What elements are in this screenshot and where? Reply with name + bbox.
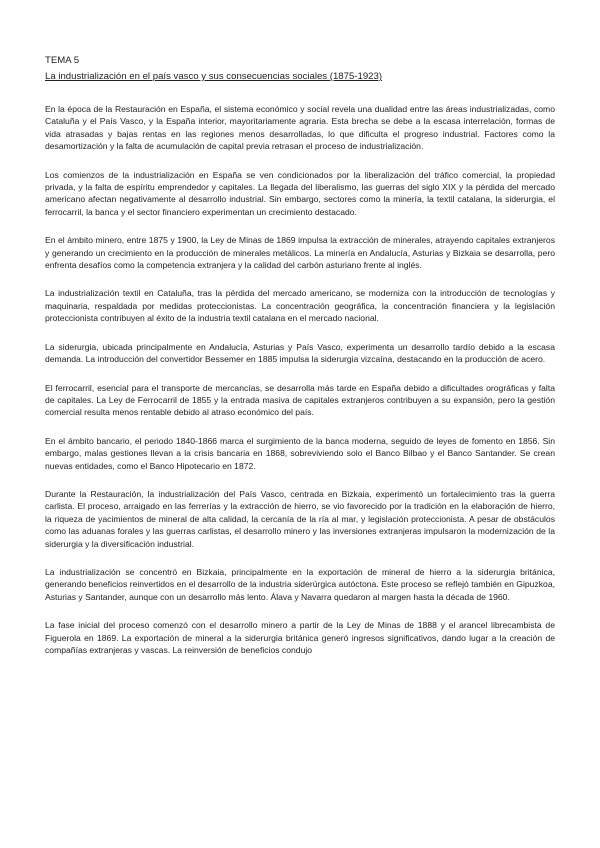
paragraph-restauracion: En la época de la Restauración en España, el sistema económico y social revela una dualidad entre las áreas industrializadas, como Cataluña y el País Vasco, y la España interior, mayoritariamente agraria. Esta brecha se debe a la escasa interrelación, formas de vida atrasadas y bajas rentas en las regiones menos desarrolladas, lo que dificulta el progreso industrial. Factores como la desamortización y la falta de acumulación de capital previa retrasan el proceso de industrialización.	[45, 104, 555, 152]
paragraph-fase-inicial: La fase inicial del proceso comenzó con el desarrollo minero a partir de la Ley de Minas de 1888 y el arancel librecambista de Figuerola en 1869. La exportación de mineral a la siderurgia británica generó ingresos significativos, dando lugar a la creación de compañías extranjeras y vascas. La reinversión de beneficios condujo	[45, 620, 555, 655]
document-title: La industrialización en el país vasco y sus consecuencias sociales (1875-1923)	[45, 71, 383, 82]
paragraph-comienzos: Los comienzos de la industrialización en España se ven condicionados por la liberalización del tráfico comercial, la propiedad privada, y la falta de espíritu emprendedor y capitales. La llegada del liberalismo, las guerras del siglo XIX y la pérdida del mercado americano afectan negativamente al desarrollo industrial. Sin embargo, sectores como la minería, la textil catalana, la siderurgia, el ferrocarril, la banca y el sector financiero experimentan un crecimiento destacado.	[45, 169, 555, 217]
paragraph-siderurgia: La siderurgia, ubicada principalmente en Andalucía, Asturias y País Vasco, experimenta un desarrollo tardío debido a la escasa demanda. La introducción del convertidor Bessemer en 1885 impulsa la siderurgia vizcaína, destacando en la producción de acero.	[45, 341, 555, 365]
document-body	[45, 103, 555, 656]
paragraph-mineria: En el ámbito minero, entre 1875 y 1900, la Ley de Minas de 1869 impulsa la extracción de minerales, atrayendo capitales extranjeros y generando un crecimiento en la producción de minerales metálicos. La minería en Andalucía, Asturias y Bizkaia se desarrolla, pero enfrenta desafíos como la competencia extranjera y la calidad del carbón asturiano frente al inglés.	[45, 235, 555, 271]
paragraph-pais-vasco: Durante la Restauración, la industrialización del País Vasco, centrada en Bizkaia, experimentó un fortalecimiento tras la guerra carlista. El proceso, arraigado en las ferrerías y la extracción de hierro, se vio favorecido por la tradición en la elaboración de hierro, la riqueza de yacimientos de mineral de alta calidad, la cercanía de la ría al mar, y legislación proteccionista. A pesar de obstáculos como las aduanas forales y las guerras carlistas, el desarrollo minero y las inversiones extranjeras impulsaron la modernización de la siderurgia y la diversificación industrial.	[45, 488, 555, 549]
paragraph-banca: En el ámbito bancario, el periodo 1840-1866 marca el surgimiento de la banca moderna, seguido de leyes de fomento en 1856. Sin embargo, malas gestiones llevan a la crisis bancaria en 1868, sobreviviendo solo el Banco Bilbao y el Banco Santander. Se crean nuevas entidades, como el Banco Hipotecario en 1872.	[45, 435, 555, 471]
paragraph-bizkaia: La industrialización se concentró en Bizkaia, principalmente en la exportación de mineral de hierro a la siderurgia británica, generando beneficios reinvertidos en el desarrollo de la industria siderúrgica autóctona. Este proceso se reflejó también en Gipuzkoa, Asturias y Santander, aunque con un desarrollo más lento. Álava y Navarra quedaron al margen hasta la década de 1960.	[45, 566, 555, 602]
topic-heading: TEMA 5	[45, 55, 80, 66]
paragraph-textil: La industrialización textil en Cataluña, tras la pérdida del mercado americano, se moderniza con la introducción de tecnologías y maquinaria, respaldada por medidas proteccionistas. La concentración geográfica, la concentración financiera y la legislación proteccionista contribuyen al éxito de la industria textil catalana en el mercado nacional.	[45, 288, 555, 324]
paragraph-ferrocarril: El ferrocarril, esencial para el transporte de mercancías, se desarrolla más tarde en España debido a dificultades orográficas y falta de capitales. La Ley de Ferrocarril de 1855 y la entrada masiva de capitales extranjeros contribuyen a su expansión, pero la gestión comercial resulta menos rentable debido al atraso económico del país.	[45, 382, 555, 418]
